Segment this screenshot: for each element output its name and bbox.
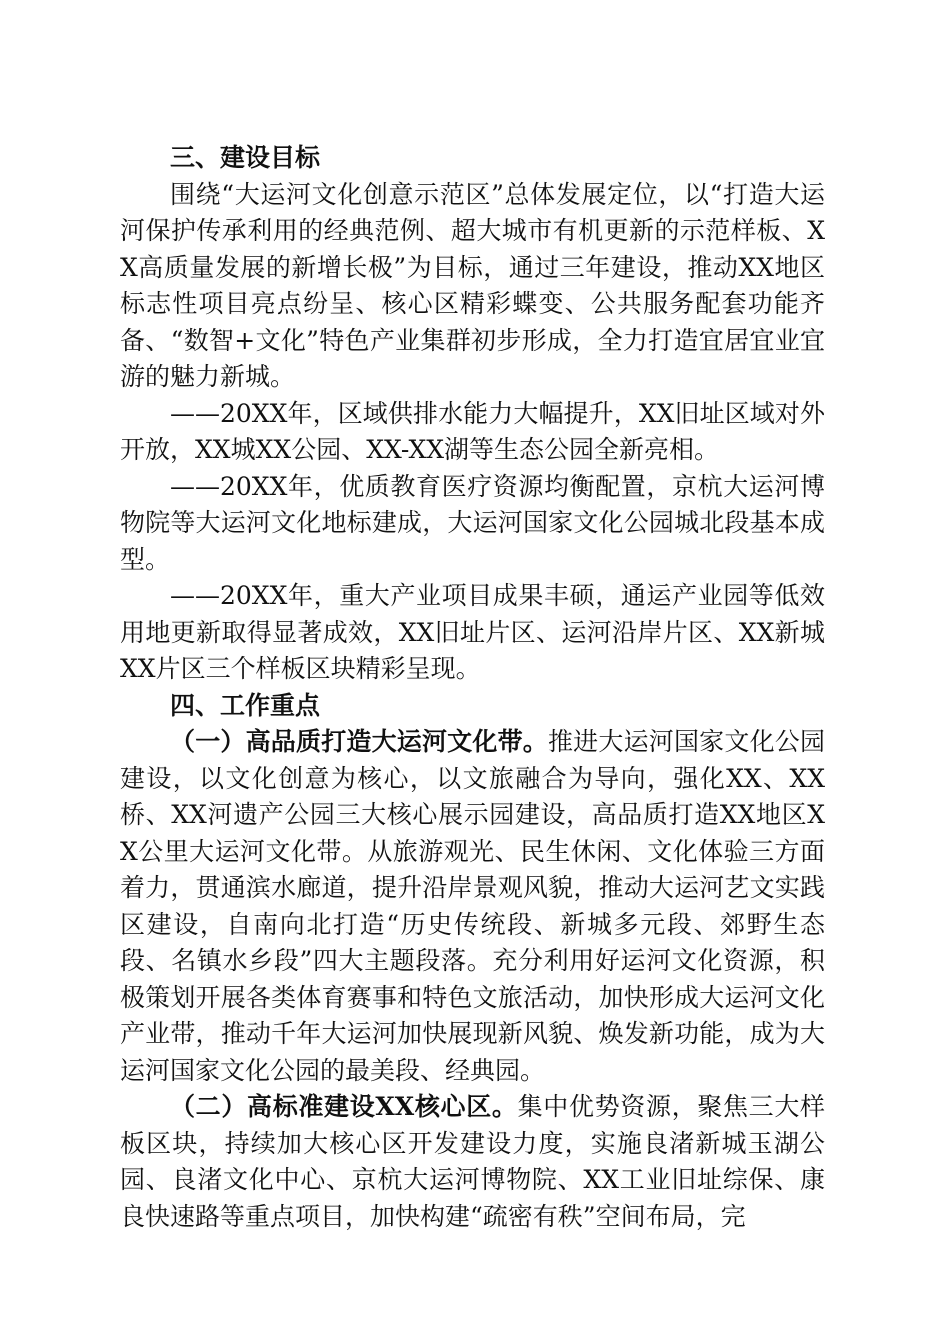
document-body bbox=[120, 140, 825, 1235]
section-3-intro: 围绕“大运河文化创意示范区”总体发展定位，以“打造大运河保护传承利用的经典范例、超大城市有机更新的示范样板、XX高质量发展的新增长极”为目标，通过三年建设，推动XX地区标志性项目亮点纷呈、核心区精彩蝶变、公共服务配套功能齐备、“数智+文化”特色产业集群初步形成，全力打造宜居宜业宜游的魅力新城。 bbox=[120, 179, 825, 391]
goal-paragraph-1: ——20XX年，区域供排水能力大幅提升，XX旧址区域对外开放，XX城XX公园、XX-XX湖等生态公园全新亮相。 bbox=[120, 398, 825, 464]
work-item-2-body: 集中优势资源，聚焦三大样板区块，持续加大核心区开发建设力度，实施良渚新城玉湖公园、良渚文化中心、京杭大运河博物院、XX工业旧址综保、康良快速路等重点项目，加快构建“疏密有秩”空间布局，完 bbox=[120, 1092, 825, 1231]
work-item-1 bbox=[120, 724, 825, 1089]
work-item-1-title: （一）高品质打造大运河文化带。 bbox=[170, 727, 548, 756]
work-item-2 bbox=[120, 1089, 825, 1235]
work-item-1-body: 推进大运河国家文化公园建设，以文化创意为核心，以文旅融合为导向，强化XX、XX桥、XX河遗产公园三大核心展示园建设，高品质打造XX地区XX公里大运河文化带。从旅游观光、民生休闲、文化体验三方面着力，贯通滨水廊道，提升沿岸景观风貌，推动大运河艺文实践区建设，自南向北打造“历史传统段、新城多元段、郊野生态段、名镇水乡段”四大主题段落。充分利用好运河文化资源，积极策划开展各类体育赛事和特色文旅活动，加快形成大运河文化产业带，推动千年大运河加快展现新风貌、焕发新功能，成为大运河国家文化公园的最美段、经典园。 bbox=[120, 727, 825, 1085]
goal-paragraph-2: ——20XX年，优质教育医疗资源均衡配置，京杭大运河博物院等大运河文化地标建成，大运河国家文化公园城北段基本成型。 bbox=[120, 471, 825, 574]
section-4-heading: 四、工作重点 bbox=[170, 690, 321, 720]
goal-paragraph-3: ——20XX年，重大产业项目成果丰硕，通运产业园等低效用地更新取得显著成效，XX旧址片区、运河沿岸片区、XX新城XX片区三个样板区块精彩呈现。 bbox=[120, 581, 825, 683]
section-3-heading: 三、建设目标 bbox=[170, 143, 321, 172]
work-item-2-title: （二）高标准建设XX核心区。 bbox=[170, 1092, 518, 1121]
